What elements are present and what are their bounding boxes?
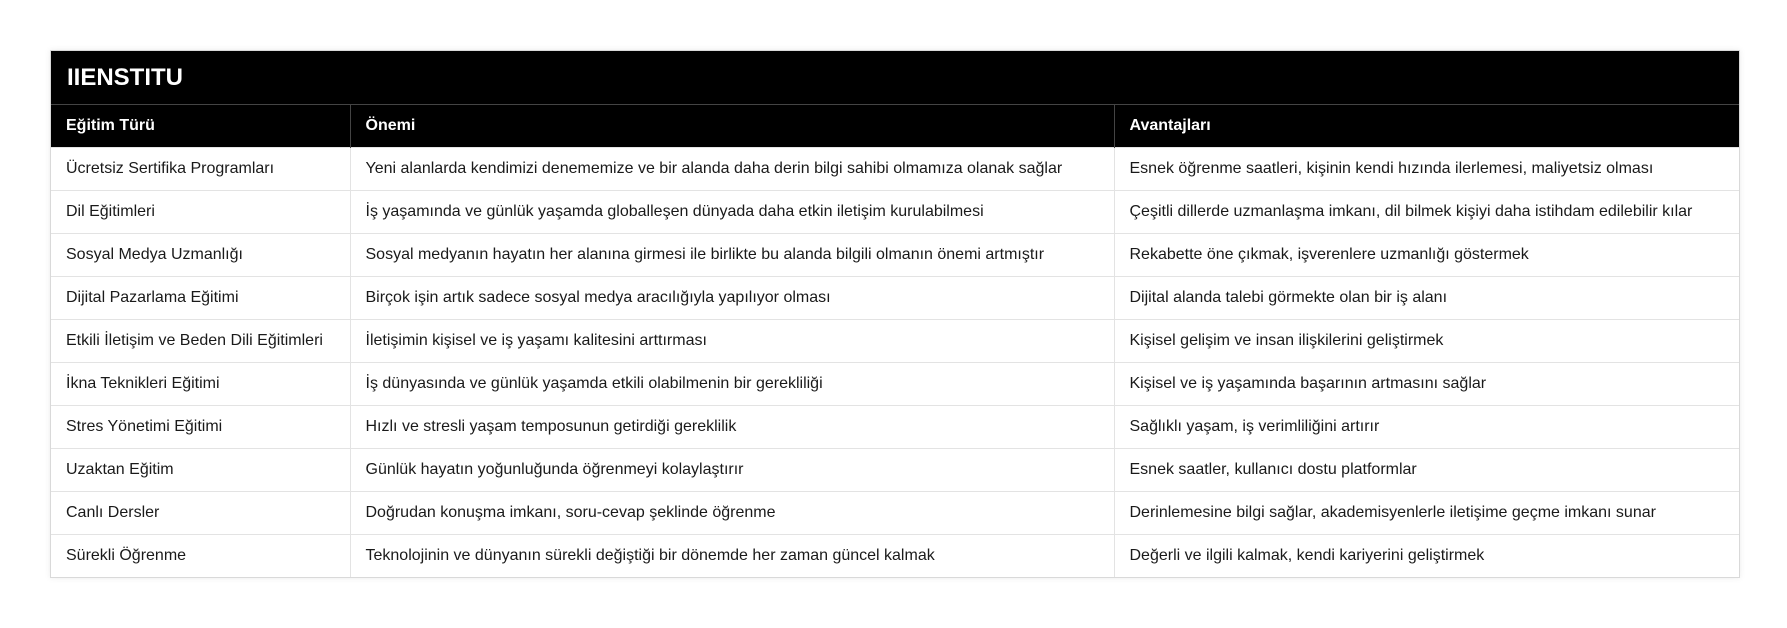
table-row [51,534,1739,577]
cell-avantajlari: Kişisel ve iş yaşamında başarının artmasını sağlar [1114,362,1739,405]
column-header-onemi: Önemi [350,105,1114,147]
cell-avantajlari: Esnek öğrenme saatleri, kişinin kendi hızında ilerlemesi, maliyetsiz olması [1114,147,1739,190]
column-header-egitim-turu: Eğitim Türü [51,105,350,147]
table-row [51,319,1739,362]
table-row [51,362,1739,405]
cell-avantajlari: Değerli ve ilgili kalmak, kendi kariyerini geliştirmek [1114,534,1739,577]
cell-onemi: İş dünyasında ve günlük yaşamda etkili olabilmenin bir gerekliliği [350,362,1114,405]
cell-avantajlari: Sağlıklı yaşam, iş verimliliğini artırır [1114,405,1739,448]
column-header-avantajlari: Avantajları [1114,105,1739,147]
cell-egitim-turu: Etkili İletişim ve Beden Dili Eğitimleri [51,319,350,362]
cell-avantajlari: Rekabette öne çıkmak, işverenlere uzmanlığı göstermek [1114,233,1739,276]
cell-onemi: Sosyal medyanın hayatın her alanına girmesi ile birlikte bu alanda bilgili olmanın önemi artmıştır [350,233,1114,276]
cell-egitim-turu: Canlı Dersler [51,491,350,534]
table-row [51,448,1739,491]
cell-avantajlari: Çeşitli dillerde uzmanlaşma imkanı, dil bilmek kişiyi daha istihdam edilebilir kılar [1114,190,1739,233]
table-row [51,190,1739,233]
header-row [51,105,1739,147]
cell-egitim-turu: Uzaktan Eğitim [51,448,350,491]
cell-avantajlari: Kişisel gelişim ve insan ilişkilerini geliştirmek [1114,319,1739,362]
table-title: IIENSTITU [51,51,1739,105]
cell-onemi: Teknolojinin ve dünyanın sürekli değiştiği bir dönemde her zaman güncel kalmak [350,534,1114,577]
cell-egitim-turu: Sosyal Medya Uzmanlığı [51,233,350,276]
cell-onemi: İş yaşamında ve günlük yaşamda globalleşen dünyada daha etkin iletişim kurulabilmesi [350,190,1114,233]
cell-egitim-turu: İkna Teknikleri Eğitimi [51,362,350,405]
education-table [51,105,1739,577]
cell-egitim-turu: Dil Eğitimleri [51,190,350,233]
cell-avantajlari: Dijital alanda talebi görmekte olan bir iş alanı [1114,276,1739,319]
cell-onemi: Birçok işin artık sadece sosyal medya aracılığıyla yapılıyor olması [350,276,1114,319]
cell-egitim-turu: Ücretsiz Sertifika Programları [51,147,350,190]
cell-onemi: Doğrudan konuşma imkanı, soru-cevap şeklinde öğrenme [350,491,1114,534]
cell-egitim-turu: Sürekli Öğrenme [51,534,350,577]
cell-onemi: İletişimin kişisel ve iş yaşamı kalitesini arttırması [350,319,1114,362]
cell-avantajlari: Derinlemesine bilgi sağlar, akademisyenlerle iletişime geçme imkanı sunar [1114,491,1739,534]
cell-onemi: Hızlı ve stresli yaşam temposunun getirdiği gereklilik [350,405,1114,448]
table-row [51,147,1739,190]
table-container [50,50,1740,578]
cell-avantajlari: Esnek saatler, kullanıcı dostu platformlar [1114,448,1739,491]
table-row [51,233,1739,276]
table-row [51,276,1739,319]
cell-egitim-turu: Stres Yönetimi Eğitimi [51,405,350,448]
table-row [51,491,1739,534]
table-row [51,405,1739,448]
cell-onemi: Yeni alanlarda kendimizi denememize ve bir alanda daha derin bilgi sahibi olmamıza olanak sağlar [350,147,1114,190]
cell-egitim-turu: Dijital Pazarlama Eğitimi [51,276,350,319]
cell-onemi: Günlük hayatın yoğunluğunda öğrenmeyi kolaylaştırır [350,448,1114,491]
